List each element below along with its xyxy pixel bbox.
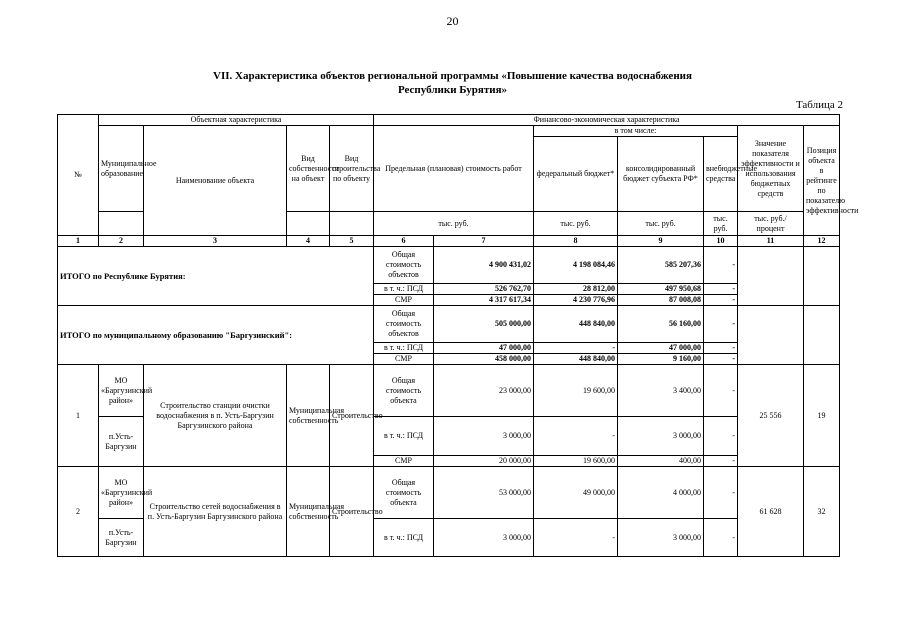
unit-federal: тыс. руб. — [534, 212, 618, 236]
line-desc: Общая стоимость объектов — [374, 247, 434, 284]
object-settlement: п.Усть-Баргузин — [99, 519, 144, 557]
total-value: 3 000,00 — [434, 519, 534, 557]
total-value: 47 000,00 — [434, 343, 534, 354]
consolidated-value: 47 000,00 — [618, 343, 704, 354]
federal-value: 19 600,00 — [534, 365, 618, 417]
total-republic-label: ИТОГО по Республике Бурятия: — [58, 247, 374, 306]
indicator-value — [738, 247, 804, 306]
col-num: 10 — [704, 236, 738, 247]
total-value: 4 317 617,34 — [434, 295, 534, 306]
federal-value: - — [534, 343, 618, 354]
object-ownership: Муниципальная собственность — [287, 365, 330, 467]
federal-value: - — [534, 417, 618, 456]
table-row — [58, 467, 840, 519]
col-num: 7 — [434, 236, 534, 247]
col-num: 5 — [330, 236, 374, 247]
federal-value: 49 000,00 — [534, 467, 618, 519]
federal-value: - — [534, 519, 618, 557]
col-num: 12 — [804, 236, 840, 247]
line-desc: Общая стоимость объектов — [374, 306, 434, 343]
rating-header: Позиция объекта в рейтинге по показателю эффективности — [804, 126, 840, 236]
line-desc: Общая стоимость объекта — [374, 365, 434, 417]
group-object-header: Объектная характеристика — [99, 115, 374, 126]
consolidated-value: 585 207,36 — [618, 247, 704, 284]
object-name: Строительство станции очистки водоснабжения в п. Усть-Баргузин Баргузинского района — [144, 365, 287, 467]
col-num: 9 — [618, 236, 704, 247]
col-num: 2 — [99, 236, 144, 247]
line-desc: СМР — [374, 354, 434, 365]
total-value: 458 000,00 — [434, 354, 534, 365]
line-desc: Общая стоимость объекта — [374, 467, 434, 519]
line-desc: СМР — [374, 456, 434, 467]
offbudget-value: - — [704, 247, 738, 284]
federal-value: 448 840,00 — [534, 306, 618, 343]
consolidated-value: 3 000,00 — [618, 417, 704, 456]
line-desc: в т. ч.: ПСД — [374, 284, 434, 295]
total-value: 20 000,00 — [434, 456, 534, 467]
ownership-header: Вид собственности на объект — [287, 126, 330, 212]
municipality-header: Муниципальное образование — [99, 126, 144, 212]
col-num: 11 — [738, 236, 804, 247]
object-ownership: Муниципальная собственность — [287, 467, 330, 557]
col-num: 8 — [534, 236, 618, 247]
offbudget-value: - — [704, 456, 738, 467]
federal-header: федеральный бюджет* — [534, 137, 618, 212]
offbudget-value: - — [704, 354, 738, 365]
offbudget-header: внебюджетные средства — [704, 137, 738, 212]
total-value: 526 762,70 — [434, 284, 534, 295]
line-desc: СМР — [374, 295, 434, 306]
federal-value: 4 198 084,46 — [534, 247, 618, 284]
consolidated-value: 400,00 — [618, 456, 704, 467]
municipality-unit-cell — [99, 212, 144, 236]
unit-total: тыс. руб. — [374, 212, 534, 236]
total-value: 505 000,00 — [434, 306, 534, 343]
object-mo: МО «Баргузинский район» — [99, 365, 144, 417]
rating-value — [804, 247, 840, 306]
consolidated-value: 9 160,00 — [618, 354, 704, 365]
total-value: 23 000,00 — [434, 365, 534, 417]
object-mo: МО «Баргузинский район» — [99, 467, 144, 519]
object-name: Строительство сетей водоснабжения в п. Усть-Баргузин Баргузинского района — [144, 467, 287, 557]
col-num: 1 — [58, 236, 99, 247]
col-num: 6 — [374, 236, 434, 247]
group-finance-header: Финансово-экономическая характеристика — [374, 115, 840, 126]
unit-indicator: тыс. руб./ процент — [738, 212, 804, 236]
offbudget-value: - — [704, 284, 738, 295]
consolidated-value: 3 000,00 — [618, 519, 704, 557]
col-num: 4 — [287, 236, 330, 247]
offbudget-value: - — [704, 417, 738, 456]
line-desc: в т. ч.: ПСД — [374, 343, 434, 354]
table-row — [58, 365, 840, 417]
rating-value: 32 — [804, 467, 840, 557]
object-construction: Строительство — [330, 365, 374, 467]
indicator-value — [738, 306, 804, 365]
offbudget-value: - — [704, 343, 738, 354]
total-value: 4 900 431,02 — [434, 247, 534, 284]
col-num: 3 — [144, 236, 287, 247]
construction-unit-cell — [330, 212, 374, 236]
federal-value: 448 840,00 — [534, 354, 618, 365]
offbudget-value: - — [704, 295, 738, 306]
offbudget-value: - — [704, 306, 738, 343]
title-line-2: Республики Бурятия» — [397, 84, 508, 96]
total-barguzin-label: ИТОГО по муниципальному образованию "Баргузинский": — [58, 306, 374, 365]
indicator-header: Значение показателя эффективности и использования бюджетных средств — [738, 126, 804, 212]
col-no-header: № — [58, 115, 99, 236]
including-header: в том числе: — [534, 126, 738, 137]
rating-value: 19 — [804, 365, 840, 467]
total-value: 3 000,00 — [434, 417, 534, 456]
object-settlement: п.Усть-Баргузин — [99, 417, 144, 467]
rating-value — [804, 306, 840, 365]
offbudget-value: - — [704, 519, 738, 557]
objects-table — [57, 114, 859, 557]
page-number: 20 — [446, 14, 459, 28]
consolidated-value: 4 000,00 — [618, 467, 704, 519]
table-label: Таблица 2 — [795, 99, 843, 111]
object-no: 2 — [58, 467, 99, 557]
unit-consolidated: тыс. руб. — [618, 212, 704, 236]
federal-value: 28 812,00 — [534, 284, 618, 295]
table-row — [58, 306, 840, 343]
consolidated-value: 87 008,08 — [618, 295, 704, 306]
total-cost-header: Предельная (плановая) стоимость работ — [374, 126, 534, 212]
title-line-1: VII. Характеристика объектов региональной программы «Повышение качества водоснабжения — [213, 70, 692, 82]
ownership-unit-cell — [287, 212, 330, 236]
object-construction: Строительство — [330, 467, 374, 557]
consolidated-value: 3 400,00 — [618, 365, 704, 417]
consolidated-value: 56 160,00 — [618, 306, 704, 343]
line-desc: в т. ч.: ПСД — [374, 417, 434, 456]
table-row — [58, 247, 840, 284]
document-title — [0, 69, 905, 97]
object-no: 1 — [58, 365, 99, 467]
unit-offbudget: тыс. руб. — [704, 212, 738, 236]
federal-value: 19 600,00 — [534, 456, 618, 467]
indicator-value: 61 628 — [738, 467, 804, 557]
line-desc: в т. ч.: ПСД — [374, 519, 434, 557]
consolidated-value: 497 950,68 — [618, 284, 704, 295]
offbudget-value: - — [704, 467, 738, 519]
indicator-value: 25 556 — [738, 365, 804, 467]
offbudget-value: - — [704, 365, 738, 417]
consolidated-header: консолидированный бюджет субъекта РФ* — [618, 137, 704, 212]
total-value: 53 000,00 — [434, 467, 534, 519]
federal-value: 4 230 776,96 — [534, 295, 618, 306]
construction-type-header: Вид строительства по объекту — [330, 126, 374, 212]
object-name-header: Наименование объекта — [144, 126, 287, 236]
